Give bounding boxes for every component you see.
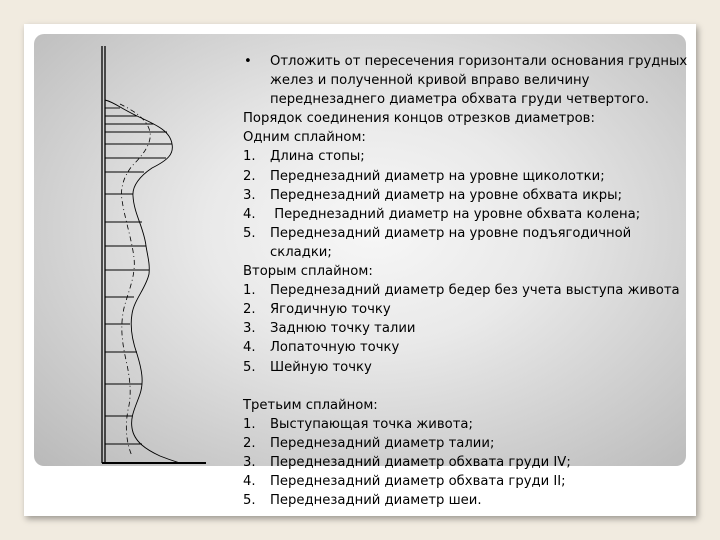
item-number: 3.	[243, 454, 256, 470]
body-profile-diagram	[92, 44, 222, 468]
spline1-item-2	[243, 167, 703, 186]
level-lines	[105, 108, 172, 444]
spline1-item-5-continuation: складки;	[270, 244, 332, 260]
item-number: 1.	[243, 149, 256, 165]
item-text: Переднезадний диаметр на уровне обхвата икры;	[270, 187, 623, 203]
item-text: Переднезадний диаметр обхвата груди II;	[270, 474, 566, 490]
item-number: 2.	[243, 168, 256, 184]
item-text: Переднезадний диаметр талии;	[270, 435, 495, 451]
item-number: 5.	[243, 493, 256, 509]
item-number: 3.	[243, 187, 256, 203]
spline1-item-3	[243, 186, 703, 205]
spline1-title: Одним сплайном:	[243, 130, 366, 146]
order-heading: Порядок соединения концов отрезков диаметров:	[243, 111, 595, 127]
item-number: 1.	[243, 416, 256, 432]
item-text: Переднезадний диаметр обхвата груди IV;	[270, 454, 571, 470]
spline2-item-3	[243, 319, 703, 338]
intro-line-3: переднезаднего диаметра обхвата груди четвертого.	[270, 92, 649, 108]
item-number: 5.	[243, 359, 256, 375]
spline3-item-1	[243, 415, 703, 434]
item-number: 2.	[243, 435, 256, 451]
spacer	[243, 377, 703, 396]
bullet-marker: •	[244, 54, 252, 69]
item-text: Переднезадний диаметр на уровне щиколотки;	[270, 168, 605, 184]
spline3-item-3	[243, 453, 703, 472]
item-number: 4.	[243, 474, 256, 490]
spline1-item-1	[243, 147, 703, 166]
spline2-item-5	[243, 358, 703, 377]
item-text: Ягодичную точку	[270, 302, 391, 318]
slide-text	[243, 52, 703, 510]
item-text: Длина стопы;	[270, 149, 365, 165]
spline3-title: Третьим сплайном:	[243, 397, 378, 413]
item-number: 1.	[243, 283, 256, 299]
item-text: Переднезадний диаметр бедер без учета выступа живота	[270, 283, 680, 299]
intro-line-2: желез и полученной кривой вправо величину	[270, 73, 590, 89]
item-number: 4.	[243, 340, 256, 356]
spline2-item-1	[243, 281, 703, 300]
item-number: 5.	[243, 225, 256, 241]
spline1-item-5	[243, 224, 703, 243]
inner-dashed-curve	[120, 104, 150, 456]
spline3-item-4	[243, 472, 703, 491]
item-text: Переднезадний диаметр на уровне обхвата колена;	[270, 206, 641, 222]
spline2-item-2	[243, 300, 703, 319]
spline3-item-5	[243, 491, 703, 510]
front-profile-curve	[105, 100, 180, 463]
intro-line-1: Отложить от пересечения горизонтали основания грудных	[270, 54, 688, 69]
spline1-item-4	[243, 205, 703, 224]
intro-bullet-item	[243, 52, 703, 109]
spline3-item-2	[243, 434, 703, 453]
item-text: Переднезадний диаметр шеи.	[270, 493, 482, 509]
spline2-title: Вторым сплайном:	[243, 264, 373, 280]
item-text: Выступающая точка живота;	[270, 416, 473, 432]
item-text: Заднюю точку талии	[270, 321, 416, 337]
item-number: 3.	[243, 321, 256, 337]
item-text: Лопаточную точку	[270, 340, 400, 356]
item-text: Шейную точку	[270, 359, 372, 375]
item-number: 4.	[243, 206, 256, 222]
item-number: 2.	[243, 302, 256, 318]
spline2-item-4	[243, 338, 703, 357]
item-text: Переднезадний диаметр на уровне подъягодичной	[270, 225, 632, 241]
